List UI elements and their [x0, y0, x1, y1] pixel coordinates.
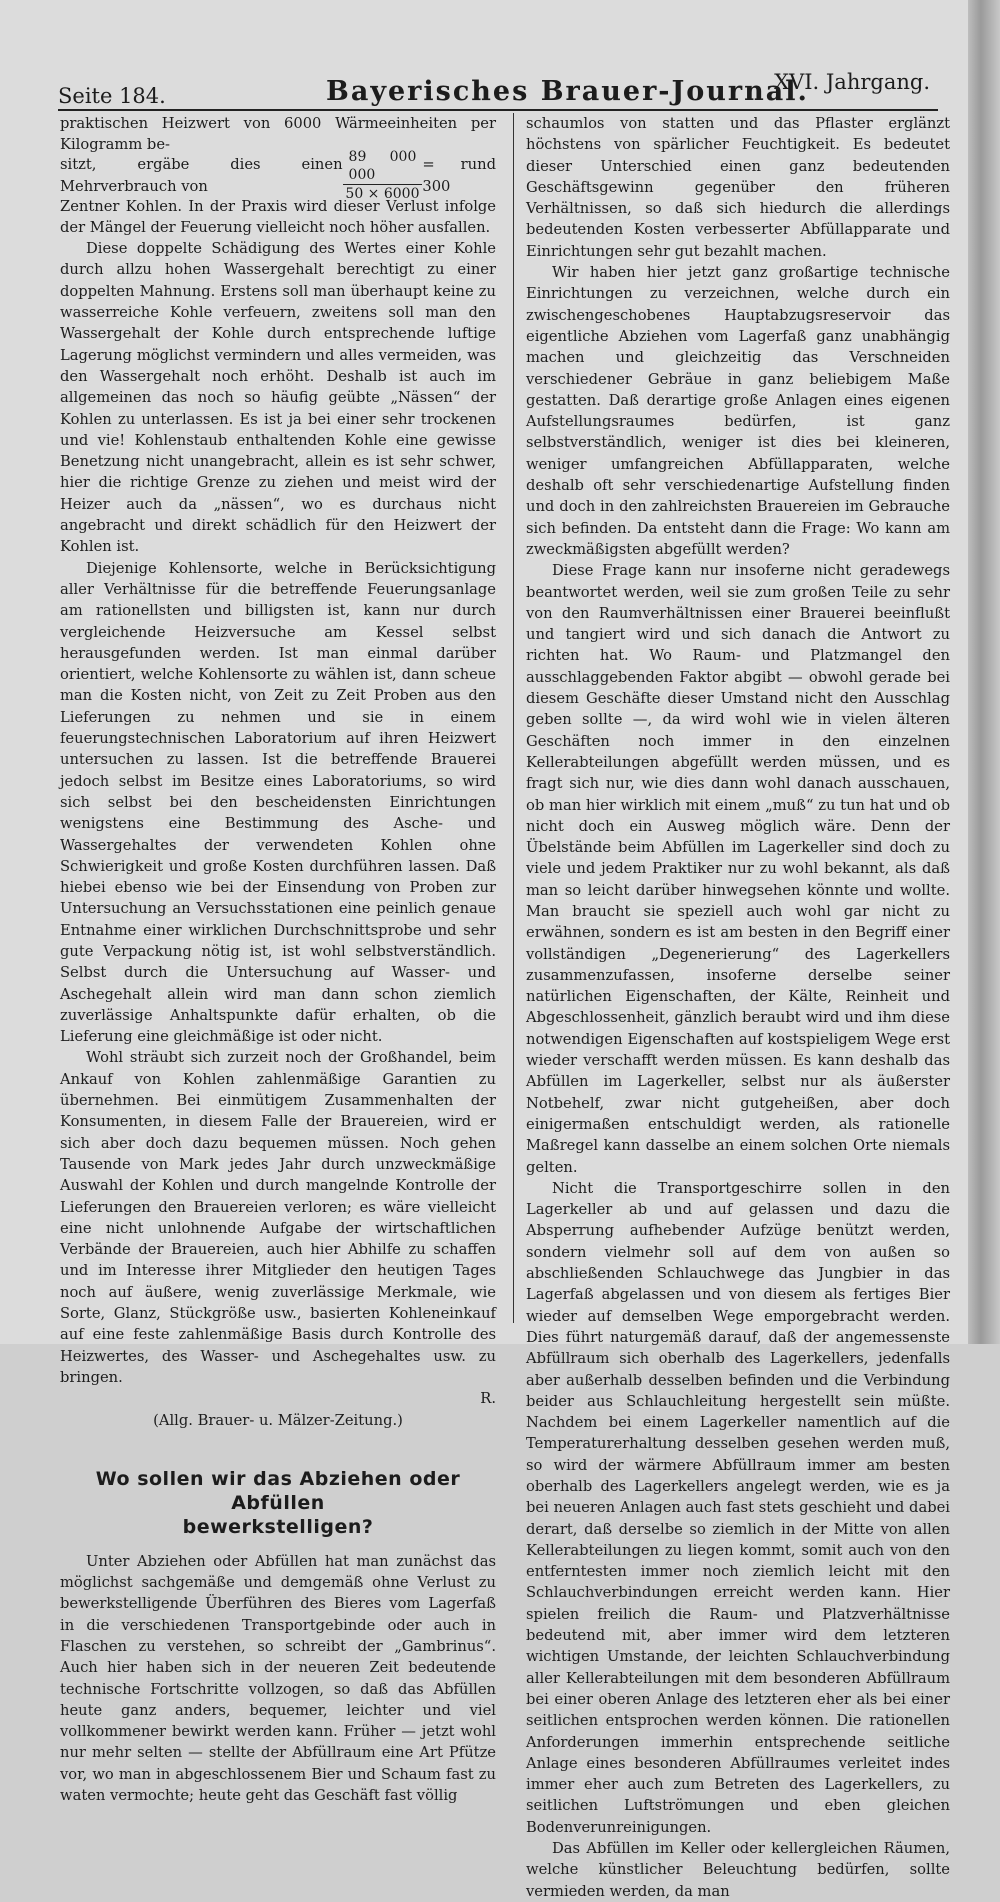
paragraph: Diejenige Kohlensorte, welche in Berücksichtigung aller Verhältnisse für die betreffende Feuerungsanlage am rationellsten und billigsten ist, kann nur durch vergleichende Heizversuche am Kessel selbst herausgefunden werden. Ist man einmal darüber orientiert, welche Kohlensorte zu wählen ist, dann scheue man die Kosten nicht, von Zeit zu Zeit Proben aus den Lieferungen zu nehmen und sie in einem feuerungstechnischen Laboratorium auf ihren Heizwert untersuchen zu lassen. Ist die betreffende Brauerei jedoch selbst im Besitze eines Laboratoriums, so wird sich selbst bei den bescheidensten Einrichtungen wenigstens eine Bestimmung des Asche- und Wassergehaltes der verwendeten Kohlen ohne Schwierigkeit und große Kosten durchführen lassen. Daß hiebei ebenso wie bei der Einsendung von Proben zur Untersuchung an Versuchsstationen eine peinlich genaue Entnahme einer wirklichen Durchschnittsprobe und sehr gute Verpackung nötig ist, ist wohl selbstverständlich. Selbst durch die Untersuchung auf Wasser- und Aschegehalt allein wird man dann schon ziemlich zuverlässige Anhaltspunkte dafür erhalten, ob die Lieferung eine gleichmäßige ist oder nicht. — [60, 559, 496, 1046]
volume-label: XVI. Jahrgang. — [774, 70, 930, 94]
formula-denominator: 50 × 6000 — [345, 186, 420, 203]
heading-line: Wo sollen wir das Abziehen oder Abfüllen — [95, 1467, 461, 1514]
paragraph: Nicht die Transportgeschirre sollen in den Lagerkeller ab und auf gelassen und dazu die Absperrung aufhebender Aufzüge benützt werden, sondern vielmehr soll auf dem von außen so abschließenden Schlauchwege das Jungbier in das Lagerfaß abgelassen und von diesem als fertiges Bier wieder auf demselben Wege emporgebracht werden. Dies führt naturgemäß darauf, daß der angemessenste Abfüllraum sich oberhalb des Lagerkellers, jedenfalls aber außerhalb desselben befinden und die Verbindung beider aus Schlauchleitung hergestellt sein müßte. Nachdem bei einem Lagerkeller namentlich auf die Temperaturerhaltung desselben gesehen werden muß, so wird der wärmere Abfüllraum immer am besten oberhalb des Lagerkellers angelegt werden, wie es ja bei neueren Anlagen auch fast stets geschieht und dabei derart, daß derselbe so ziemlich in der Mitte von allen Kellerabteilungen zu liegen kommt, somit auch von den entferntesten immer noch ziemlich leicht mit den Schlauchverbindungen erreicht werden kann. Hier spielen freilich die Raum- und Platzverhältnisse bedeutend mit, aber immer wird dem letzteren wichtigen Umstande, der leichten Schlauchverbindung aller Kellerabteilungen mit dem besonderen Abfüllraum bei einer oberen Anlage des letzteren eher als bei einer seitlichen entsprochen werden können. Die rationellen Anforderungen immerhin entsprechende seitliche Anlage eines besonderen Abfüllraumes verleitet indes immer eher auch zum Betreten des Lagerkellers, zu seitlichen Luftströmungen und eben gleichen Bodenverunreinigungen. — [526, 1179, 950, 1836]
paragraph: Unter Abziehen oder Abfüllen hat man zunächst das möglichst sachgemäße und demgemäß ohne Verlust zu bewerkstelligende Überführen des Bieres vom Lagerfaß in die verschiedenen Transportgebinde oder auch in Flaschen zu verstehen, so schreibt der „Gambrinus“. Auch hier haben sich in der neueren Zeit bedeutende technische Fortschritte vollzogen, so daß das Abfüllen heute ganz anders, bequemer, leichter und viel vollkommener bewirkt werden kann. Früher — jetzt wohl nur mehr selten — stellte der Abfüllraum eine Art Pfütze vor, wo man in abgeschlossenem Bier und Schaum fast zu waten vermochte; heute geht das Geschäft fast völlig — [60, 1552, 496, 1805]
right-column — [526, 113, 950, 1900]
formula-result: = rund 300 — [422, 156, 496, 195]
page-header — [58, 70, 930, 110]
formula-lead-text: sitzt, ergäbe dies einen Mehrverbrauch von — [60, 156, 343, 195]
journal-title: Bayerisches Brauer-Journal. — [326, 76, 809, 107]
heading-line: bewerkstelligen? — [182, 1515, 374, 1538]
paragraph: Zentner Kohlen. In der Praxis wird dieser Verlust infolge der Mängel der Feuerung vielleicht noch höher ausfallen. — [60, 197, 496, 236]
source-citation: (Allg. Brauer- u. Mälzer-Zeitung.) — [153, 1411, 403, 1429]
paragraph: Wir haben hier jetzt ganz großartige technische Einrichtungen zu verzeichnen, welche durch ein zwischengeschobenes Hauptabzugsreservoir das eigentliche Abziehen vom Lagerfaß ganz unabhängig machen und gleichzeitig das Verschneiden verschiedener Gebräue in ganz beliebigem Maße gestatten. Daß derartige große Anlagen eines eigenen Aufstellungsraumes bedürfen, ist ganz selbstverständlich, weniger ist dies bei kleineren, weniger umfangreichen Abfüllapparaten, welche deshalb oft sehr verschiedenartige Aufstellung finden und doch in den zahlreichsten Brauereien im Gebrauche sich befinden. Da entsteht dann die Frage: Wo kann am zweckmäßigsten abgefüllt werden? — [526, 264, 950, 558]
article-heading — [60, 1467, 496, 1539]
paragraph: Diese doppelte Schädigung des Wertes einer Kohle durch allzu hohen Wassergehalt berechtigt zu einer doppelten Mahnung. Erstens soll man überhaupt keine zu wasserreiche Kohle verfeuern, zweitens soll man den Wassergehalt der Kohle durch entsprechende luftige Lagerung möglichst vermindern und alles vermeiden, was den Wassergehalt noch erhöht. Deshalb ist auch im allgemeinen das noch so häufig geübte „Nässen“ der Kohlen zu unterlassen. Es ist ja bei einer sehr trockenen und vie! Kohlenstaub enthaltenden Kohle eine gewisse Benetzung nicht unangebracht, allein es ist sehr schwer, hier die richtige Grenze zu ziehen und meist wird der Heizer auch da „nässen“, wo es durchaus nicht angebracht und direkt schädlich für den Heizwert der Kohlen ist. — [60, 240, 496, 556]
left-column — [60, 113, 496, 1805]
header-rule — [58, 109, 938, 111]
paragraph: Diese Frage kann nur insoferne nicht geradewegs beantwortet werden, weil sie zum großen Teile zu sehr von den Raumverhältnissen einer Brauerei beeinflußt und tangiert wird und sich danach die Antwort zu richten hat. Wo Raum- und Platzmangel den ausschlaggebenden Faktor abgibt — obwohl gerade bei diesem Geschäfte dieser Umstand nicht den Ausschlag geben sollte —, da wird wohl wie in vielen älteren Geschäften noch immer in den einzelnen Kellerabteilungen abgefüllt werden müssen, und es fragt sich nur, wie dies dann wohl danach ausschauen, ob man hier wirklich mit einem „muß“ zu tun hat und ob nicht doch ein Ausweg möglich wäre. Denn der Übelstände beim Abfüllen im Lagerkeller sind doch zu viele und jedem Praktiker nur zu wohl bekannt, als daß man so leicht darüber hinwegsehen könnte und wollte. Man braucht sie speziell auch wohl gar nicht zu erwähnen, sondern es ist am besten in den Begriff einer vollständigen „Degenerierung“ des Lagerkellers zusammenzufassen, insoferne derselbe seiner natürlichen Eigenschaften, der Kälte, Reinheit und Abgeschlossenheit, gänzlich beraubt wird und ihm diese notwendigen Eigenschaften auf kostspieligem Wege erst wieder verschafft werden müssen. Es kann deshalb das Abfüllen im Lagerkeller, selbst nur als äußerster Notbehelf, zwar nicht gutgeheißen, aber doch einigermaßen entschuldigt werden, als rationelle Maßregel kann dasselbe an einem solchen Orte niemals gelten. — [526, 562, 950, 1176]
formula-fraction — [343, 148, 423, 203]
page-number: Seite 184. — [58, 84, 166, 108]
formula-numerator: 89 000 000 — [343, 148, 423, 185]
author-signature: R. — [480, 1390, 496, 1408]
paragraph: Wohl sträubt sich zurzeit noch der Großhandel, beim Ankauf von Kohlen zahlenmäßige Garantien zu übernehmen. Bei einmütigem Zusammenhalten der Konsumenten, in diesem Falle der Brauereien, wird er sich aber doch dazu bequemen müssen. Noch gehen Tausende von Mark jedes Jahr durch unzweckmäßige Auswahl der Kohlen und durch mangelnde Kontrolle der Lieferungen den Brauereien verloren; es wäre vielleicht eine nicht unlohnende Aufgabe der wirtschaftlichen Verbände der Brauereien, auch hier Abhilfe zu schaffen und im Interesse ihrer Mitglieder den heutigen Tages noch auf äußere, wenig zuverlässige Merkmale, wie Sorte, Glanz, Stückgröße usw., basierten Kohleneinkauf auf eine feste zahlenmäßige Basis durch Kontrolle des Heizwertes, des Wasser- und Aschegehaltes usw. zu bringen. — [60, 1049, 496, 1386]
paragraph: schaumlos von statten und das Pflaster erglänzt höchstens von spärlicher Feuchtigkeit. Es bedeutet dieser Unterschied einen ganz bedeutenden Geschäftsgewinn gegenüber den früheren Verhältnissen, so daß sich hiedurch die allerdings bedeutenden Kosten verbesserter Abfüllapparate und Einrichtungen sehr gut bezahlt machen. — [526, 115, 950, 260]
formula-line — [60, 149, 496, 203]
page-edge — [968, 0, 1000, 1344]
column-divider — [513, 113, 514, 1323]
paragraph: Das Abfüllen im Keller oder kellergleichen Räumen, welche künstlicher Beleuchtung bedürfen, sollte vermieden werden, da man — [526, 1840, 950, 1900]
paragraph: praktischen Heizwert von 6000 Wärmeeinheiten per Kilogramm be- — [60, 115, 496, 154]
